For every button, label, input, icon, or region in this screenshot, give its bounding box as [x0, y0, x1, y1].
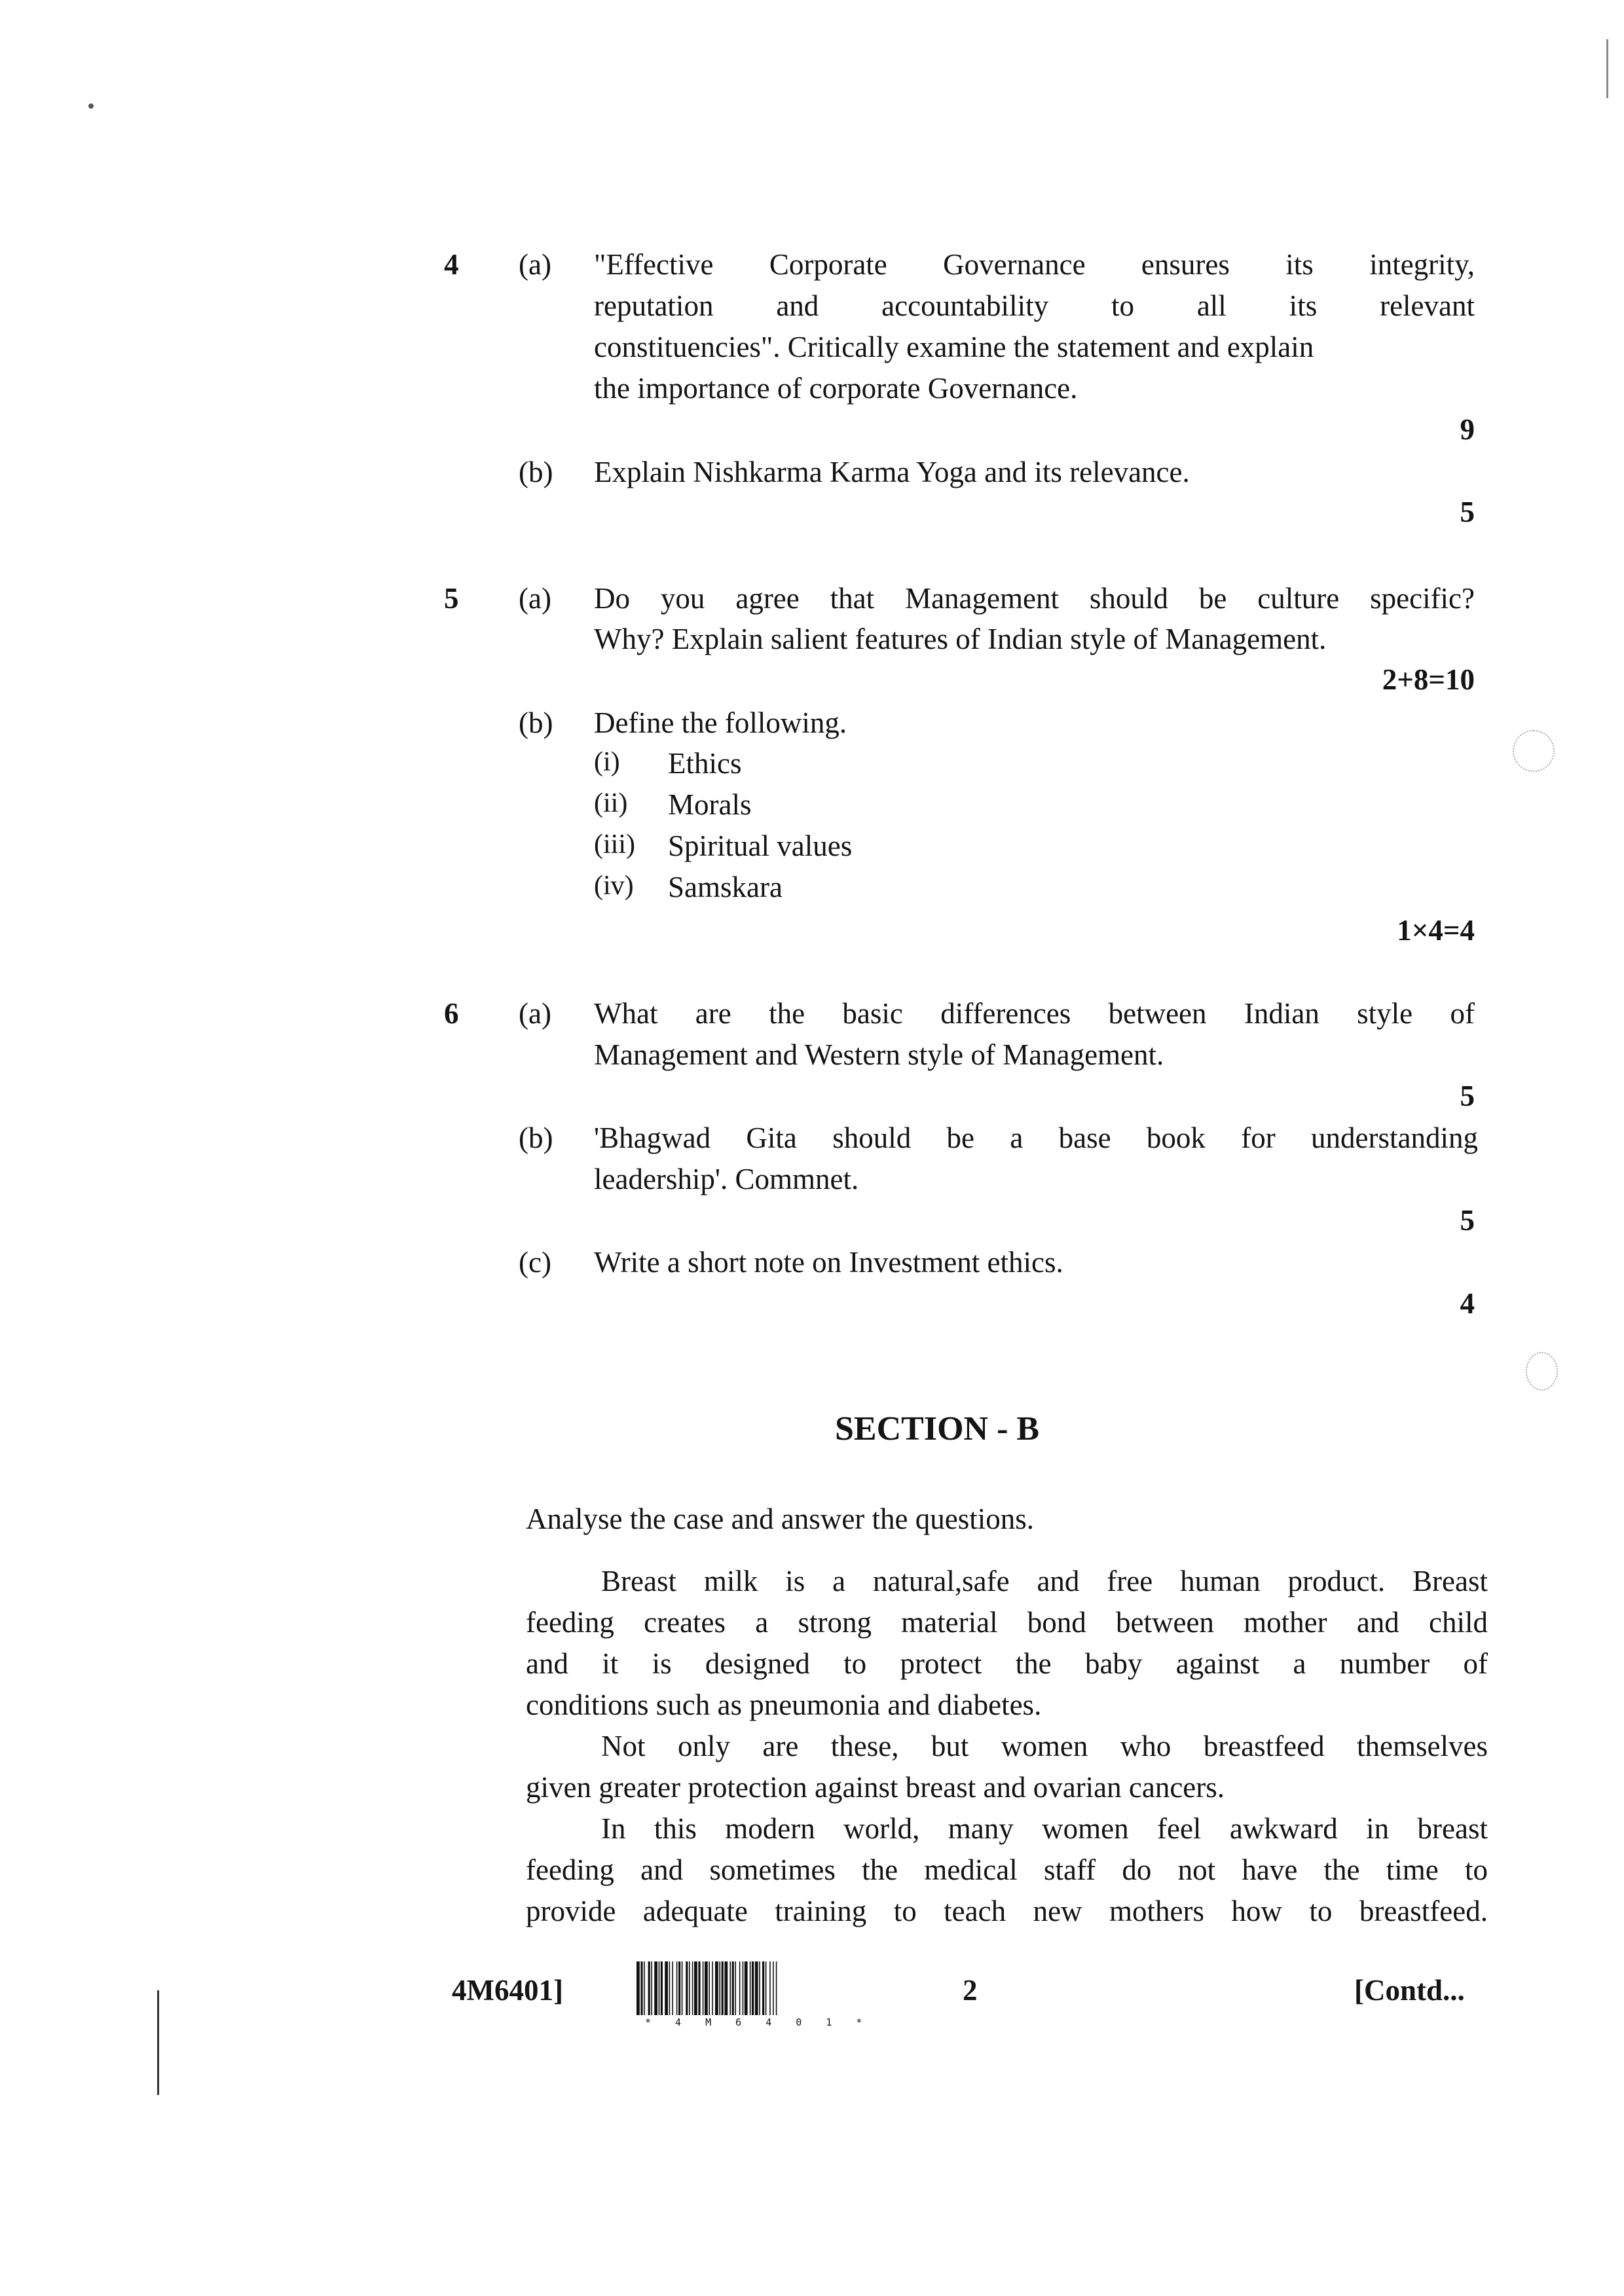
question-6b-line-2: leadership'. Commnet.	[594, 1163, 859, 1195]
question-4b-marks: 5	[1460, 496, 1475, 528]
list-item-text: Samskara	[668, 871, 783, 903]
case-line: Breast milk is a natural,safe and free human product. Breast	[601, 1565, 1488, 1597]
question-4b-text: Explain Nishkarma Karma Yoga and its relevance.	[594, 456, 1190, 488]
scan-edge-line	[157, 1990, 159, 2095]
question-6b-marks: 5	[1460, 1204, 1475, 1237]
case-line: In this modern world, many women feel awkward in breast	[601, 1812, 1488, 1845]
barcode-caption: * 4 M 6 4 0 1 *	[645, 2016, 872, 2028]
question-6a-line-2: Management and Western style of Management.	[594, 1038, 1164, 1071]
question-6c-marks: 4	[1460, 1287, 1475, 1320]
case-line: given greater protection against breast and ovarian cancers.	[526, 1771, 1225, 1804]
case-line: provide adequate training to teach new mothers how to breastfeed.	[526, 1895, 1488, 1927]
list-item-label: (iii)	[594, 829, 635, 860]
question-4a-line-4: the importance of corporate Governance.	[594, 372, 1078, 405]
section-b-heading: SECTION - B	[835, 1410, 1040, 1448]
question-6a-marks: 5	[1460, 1080, 1475, 1112]
question-6b-label: (b)	[519, 1121, 553, 1154]
case-line: Not only are these, but women who breastfeed themselves	[601, 1730, 1488, 1762]
question-5a-marks: 2+8=10	[1382, 663, 1475, 696]
list-item-label: (iv)	[594, 871, 634, 901]
scan-speck	[88, 103, 94, 109]
question-4a-line-1: "Effective Corporate Governance ensures its integrity,	[594, 248, 1475, 281]
case-line: conditions such as pneumonia and diabetes.	[526, 1688, 1042, 1721]
scan-smudge	[1513, 730, 1555, 772]
question-6c-text: Write a short note on Investment ethics.	[594, 1246, 1063, 1279]
question-6c-label: (c)	[519, 1246, 551, 1279]
continued-label: [Contd...	[1354, 1974, 1465, 2007]
question-5a-line-2: Why? Explain salient features of Indian style of Management.	[594, 623, 1327, 655]
question-4b-label: (b)	[519, 456, 553, 488]
scan-smudge	[1526, 1352, 1558, 1391]
scan-speck	[1606, 39, 1608, 98]
question-5b-label: (b)	[519, 706, 553, 739]
question-4-number: 4	[444, 248, 459, 281]
question-5-number: 5	[444, 582, 459, 615]
question-6-number: 6	[444, 997, 459, 1030]
question-4a-marks: 9	[1460, 413, 1475, 446]
question-4a-label: (a)	[519, 248, 551, 281]
case-line: feeding and sometimes the medical staff do not have the time to	[526, 1853, 1488, 1886]
question-6a-line-1: What are the basic differences between Indian style of	[594, 997, 1475, 1030]
question-4a-line-3: constituencies". Critically examine the statement and explain	[594, 331, 1314, 363]
question-5b-intro: Define the following.	[594, 706, 847, 739]
barcode-image	[637, 1961, 900, 2015]
question-6a-label: (a)	[519, 997, 551, 1030]
list-item-text: Morals	[668, 788, 752, 821]
paper-code: 4M6401]	[452, 1974, 563, 2007]
list-item-label: (i)	[594, 747, 620, 777]
list-item-text: Spiritual values	[668, 829, 853, 862]
question-4a-line-2: reputation and accountability to all its relevant	[594, 289, 1475, 322]
page-number: 2	[963, 1974, 978, 2007]
question-5b-marks: 1×4=4	[1397, 914, 1475, 947]
list-item-label: (ii)	[594, 788, 628, 818]
list-item-text: Ethics	[668, 747, 742, 780]
section-b-instruction: Analyse the case and answer the questions.	[526, 1503, 1035, 1535]
case-line: and it is designed to protect the baby against a number of	[526, 1647, 1488, 1680]
question-5a-line-1: Do you agree that Management should be culture specific?	[594, 582, 1475, 615]
question-6b-line-1: 'Bhagwad Gita should be a base book for understanding	[594, 1121, 1478, 1154]
case-line: feeding creates a strong material bond between mother and child	[526, 1606, 1488, 1639]
question-5a-label: (a)	[519, 582, 551, 615]
